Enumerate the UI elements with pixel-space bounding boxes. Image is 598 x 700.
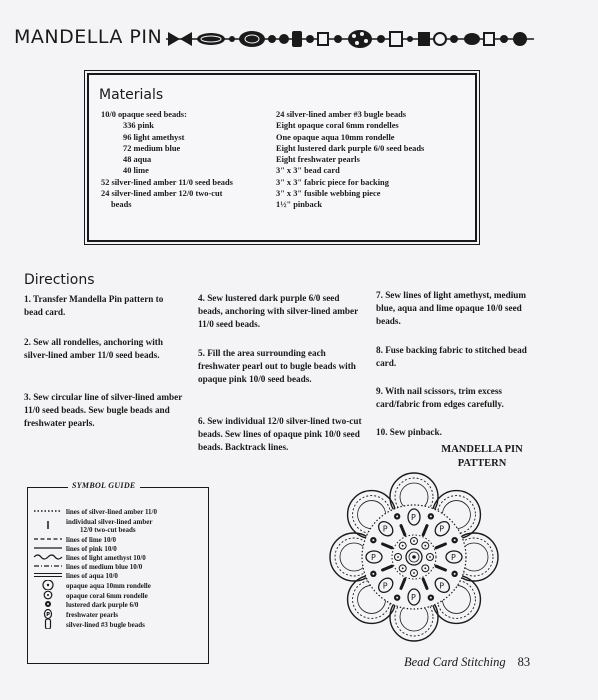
pearl-label: P: [451, 553, 456, 562]
symbol-guide-label: opaque coral 6mm rondelle: [66, 592, 148, 600]
materials-item: Eight lustered dark purple 6/0 seed beads: [276, 143, 425, 153]
materials-item: Eight opaque coral 6mm rondelles: [276, 121, 399, 131]
materials-heading: Materials: [99, 87, 164, 103]
symbol-guide-label: lines of silver-lined amber 11/0: [66, 508, 157, 516]
symbol-guide-label: 12/0 two-cut beads: [80, 526, 136, 534]
materials-item: One opaque aqua 10mm rondelle: [276, 132, 395, 142]
coral-rondelle-hole: [413, 540, 415, 542]
materials-item: 24 silver-lined amber 12/0 two-cut: [101, 189, 223, 199]
symbol-guide-box: [27, 481, 209, 664]
purple-bead-hole: [454, 539, 456, 541]
pearl-label: P: [411, 513, 416, 522]
symbol-guide-label: lines of lime 10/0: [66, 536, 116, 544]
materials-item: 3" x 3" bead card: [276, 166, 340, 176]
coral-rondelle-hole: [402, 567, 404, 569]
purple-bead-hole: [430, 515, 432, 517]
direction-step-10: 10. Sew pinback.: [376, 427, 442, 437]
pearl-label: P: [411, 593, 416, 602]
symbol-guide-label: freshwater pearls: [66, 611, 119, 619]
book-title: Bead Card Stitching: [404, 655, 506, 669]
materials-item: 336 pink: [123, 121, 154, 131]
symbol-guide-row: [32, 619, 145, 631]
direction-step-9: 9. With nail scissors, trim excess card/fabric from edges carefully.: [376, 386, 504, 410]
pearl-label: P: [382, 581, 388, 591]
pearl-label: P: [439, 581, 445, 591]
materials-item: 40 lime: [123, 166, 149, 176]
direction-step-3: 3. Sew circular line of silver-lined amber 11/0 seed beads. Sew bugle beads and freshwater pearls.: [24, 392, 183, 429]
mandella-pin-pattern-diagram: [302, 469, 552, 649]
symbol-guide-heading: SYMBOL GUIDE: [68, 481, 140, 490]
materials-item: 3" x 3" fabric piece for backing: [276, 177, 389, 187]
page-footer: [404, 655, 530, 670]
symbol-guide-label: silver-lined #3 bugle beads: [66, 621, 145, 629]
symbol-guide-label: lines of light amethyst 10/0: [66, 554, 146, 562]
materials-item: 96 light amethyst: [123, 132, 185, 142]
pearl-label: P: [371, 553, 376, 562]
materials-item: 10/0 opaque seed beads:: [101, 110, 187, 119]
bugle-bead-icon: [32, 619, 66, 631]
materials-right-column: [276, 109, 471, 211]
materials-left-column: [101, 109, 281, 211]
coral-rondelle-hole: [397, 556, 399, 558]
materials-item: 24 silver-lined amber #3 bugle beads: [276, 110, 407, 119]
svg-text:P: P: [46, 612, 50, 618]
purple-bead-hole: [430, 597, 432, 599]
materials-item: 48 aqua: [123, 155, 152, 165]
direction-step-5: 5. Fill the area surrounding each freshwater pearl out to bugle beads with opaque pink 10/0 seed beads.: [198, 348, 356, 385]
symbol-guide-row: [32, 518, 152, 534]
direction-step-8: 8. Fuse backing fabric to stitched bead card.: [376, 345, 527, 369]
page-number: 83: [517, 655, 531, 669]
pearl-label: P: [382, 524, 388, 534]
pearl-label: P: [439, 524, 445, 534]
materials-item: 72 medium blue: [123, 143, 181, 153]
coral-rondelle-hole: [402, 545, 404, 547]
purple-bead-hole: [396, 515, 398, 517]
symbol-guide-row: [32, 506, 157, 518]
purple-bead-hole: [396, 597, 398, 599]
directions-heading: Directions: [24, 272, 95, 288]
symbol-guide-label: lines of aqua 10/0: [66, 572, 118, 580]
symbol-guide-label: lines of medium blue 10/0: [66, 563, 143, 571]
pattern-title-line-1: MANDELLA PIN: [441, 444, 523, 455]
materials-box: [87, 73, 477, 242]
coral-rondelle-hole: [424, 567, 426, 569]
materials-item: beads: [111, 200, 132, 210]
materials-item: 52 silver-lined amber 11/0 seed beads: [101, 177, 233, 187]
page-title: MANDELLA PIN: [14, 26, 163, 48]
coral-rondelle-hole: [413, 572, 415, 574]
purple-bead-hole: [372, 539, 374, 541]
direction-step-7: 7. Sew lines of light amethyst, medium blue, aqua and lime opaque 10/0 seed beads.: [376, 290, 527, 327]
pattern-title: [426, 443, 538, 471]
purple-bead-hole: [372, 573, 374, 575]
aqua-rondelle-hole: [412, 555, 416, 559]
direction-step-1: 1. Transfer Mandella Pin pattern to bead card.: [24, 294, 164, 318]
short-bar-icon: [32, 520, 66, 532]
purple-bead-hole: [454, 573, 456, 575]
coral-rondelle-hole: [429, 556, 431, 558]
direction-step-2: 2. Sew all rondelles, anchoring with silver-lined amber 11/0 seed beads.: [24, 337, 163, 361]
pattern-title-line-2: PATTERN: [457, 458, 507, 469]
symbol-guide-label: lines of pink 10/0: [66, 545, 117, 553]
direction-step-4: 4. Sew lustered dark purple 6/0 seed beads, anchoring with silver-lined amber 11/0 seed beads.: [198, 293, 359, 330]
symbol-guide-label: lustered dark purple 6/0: [66, 601, 139, 609]
symbol-guide-label: individual silver-lined amber: [66, 518, 153, 526]
materials-item: Eight freshwater pearls: [276, 155, 360, 165]
materials-item: 3" x 3" fusible webbing piece: [276, 189, 381, 199]
bead-strand-illustration: [166, 24, 536, 54]
coral-rondelle-hole: [424, 545, 426, 547]
symbol-guide-label: opaque aqua 10mm rondelle: [66, 582, 151, 590]
materials-item: 1½" pinback: [276, 200, 323, 210]
direction-step-6: 6. Sew individual 12/0 silver-lined two-cut beads. Sew lines of opaque pink 10/0 seed beads. Backtrack lines.: [198, 416, 362, 453]
dotted-line-icon: [32, 506, 66, 518]
